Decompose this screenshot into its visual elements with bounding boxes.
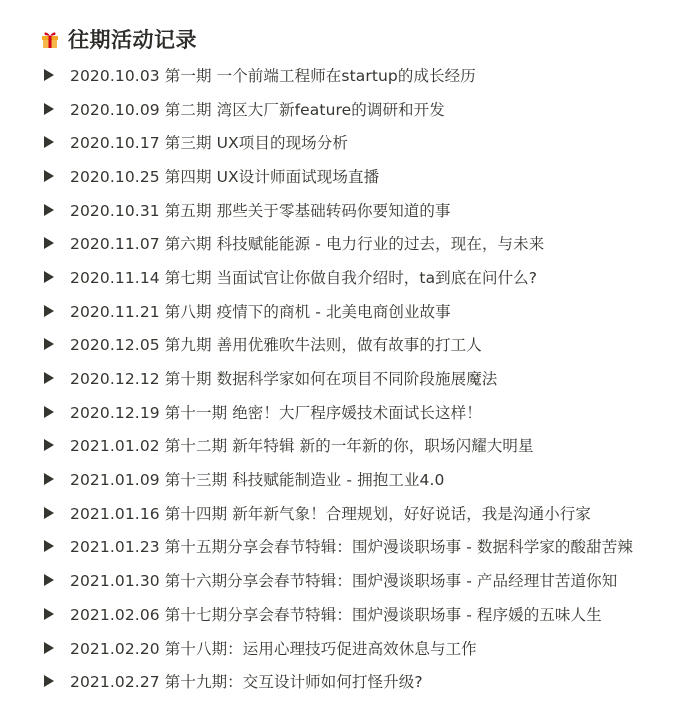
toggle-list-item[interactable] <box>40 294 680 328</box>
toggle-list-item[interactable] <box>40 563 680 597</box>
toggle-item-label: 2020.10.25 第四期 UX设计师面试现场直播 <box>70 167 380 186</box>
toggle-list-item[interactable] <box>40 462 680 496</box>
toggle-list-item[interactable] <box>40 125 680 159</box>
toggle-arrow-icon[interactable] <box>44 473 54 485</box>
toggle-arrow-icon[interactable] <box>44 271 54 283</box>
toggle-arrow-icon[interactable] <box>44 372 54 384</box>
toggle-list <box>40 58 680 698</box>
toggle-item-label: 2020.11.21 第八期 疫情下的商机 - 北美电商创业故事 <box>70 302 451 321</box>
toggle-arrow-icon[interactable] <box>44 69 54 81</box>
toggle-arrow-icon[interactable] <box>44 507 54 519</box>
toggle-arrow-icon[interactable] <box>44 237 54 249</box>
toggle-arrow-icon[interactable] <box>44 540 54 552</box>
toggle-arrow-icon[interactable] <box>44 204 54 216</box>
toggle-item-label: 2021.01.23 第十五期分享会春节特辑：围炉漫谈职场事 - 数据科学家的酸甜苦辣 <box>70 538 633 557</box>
toggle-item-label: 2020.10.31 第五期 那些关于零基础转码你要知道的事 <box>70 201 451 220</box>
toggle-arrow-icon[interactable] <box>44 574 54 586</box>
toggle-item-label: 2020.12.05 第九期 善用优雅吹牛法则，做有故事的打工人 <box>70 336 482 355</box>
toggle-item-label: 2021.02.27 第十九期：交互设计师如何打怪升级? <box>70 673 423 692</box>
toggle-arrow-icon[interactable] <box>44 136 54 148</box>
toggle-list-item[interactable] <box>40 193 680 227</box>
toggle-item-label: 2021.01.02 第十二期 新年特辑 新的一年新的你，职场闪耀大明星 <box>70 437 534 456</box>
toggle-arrow-icon[interactable] <box>44 642 54 654</box>
toggle-list-item[interactable] <box>40 631 680 665</box>
toggle-list-item[interactable] <box>40 58 680 92</box>
toggle-item-label: 2021.02.20 第十八期：运用心理技巧促进高效休息与工作 <box>70 639 477 658</box>
toggle-list-item[interactable] <box>40 530 680 564</box>
toggle-item-label: 2020.10.09 第二期 湾区大厂新feature的调研和开发 <box>70 100 445 119</box>
toggle-list-item[interactable] <box>40 159 680 193</box>
toggle-arrow-icon[interactable] <box>44 439 54 451</box>
toggle-list-item[interactable] <box>40 597 680 631</box>
toggle-arrow-icon[interactable] <box>44 305 54 317</box>
toggle-arrow-icon[interactable] <box>44 103 54 115</box>
toggle-arrow-icon[interactable] <box>44 675 54 687</box>
toggle-item-label: 2021.01.16 第十四期 新年新气象！合理规划，好好说话，我是沟通小行家 <box>70 504 592 523</box>
page-title: 往期活动记录 <box>68 28 197 52</box>
toggle-item-label: 2020.10.17 第三期 UX项目的现场分析 <box>70 134 348 153</box>
section-heading <box>40 24 197 54</box>
toggle-arrow-icon[interactable] <box>44 338 54 350</box>
toggle-arrow-icon[interactable] <box>44 406 54 418</box>
toggle-item-label: 2021.02.06 第十七期分享会春节特辑：围炉漫谈职场事 - 程序媛的五味人生 <box>70 605 602 624</box>
toggle-arrow-icon[interactable] <box>44 170 54 182</box>
toggle-item-label: 2020.12.12 第十期 数据科学家如何在项目不同阶段施展魔法 <box>70 370 498 389</box>
toggle-list-item[interactable] <box>40 226 680 260</box>
toggle-list-item[interactable] <box>40 395 680 429</box>
toggle-item-label: 2020.11.14 第七期 当面试官让你做自我介绍时，ta到底在问什么? <box>70 268 538 287</box>
toggle-arrow-icon[interactable] <box>44 608 54 620</box>
toggle-list-item[interactable] <box>40 361 680 395</box>
toggle-list-item[interactable] <box>40 328 680 362</box>
gift-icon <box>40 29 60 49</box>
toggle-item-label: 2020.10.03 第一期 一个前端工程师在startup的成长经历 <box>70 66 476 85</box>
toggle-list-item[interactable] <box>40 496 680 530</box>
toggle-list-item[interactable] <box>40 92 680 126</box>
toggle-item-label: 2020.12.19 第十一期 绝密！大厂程序媛技术面试长这样！ <box>70 403 482 422</box>
toggle-item-label: 2021.01.09 第十三期 科技赋能制造业 - 拥抱工业4.0 <box>70 471 445 490</box>
toggle-list-item[interactable] <box>40 260 680 294</box>
toggle-list-item[interactable] <box>40 429 680 463</box>
toggle-item-label: 2021.01.30 第十六期分享会春节特辑：围炉漫谈职场事 - 产品经理甘苦道你知 <box>70 572 618 591</box>
toggle-list-item[interactable] <box>40 664 680 698</box>
toggle-item-label: 2020.11.07 第六期 科技赋能能源 - 电力行业的过去，现在，与未来 <box>70 235 545 254</box>
